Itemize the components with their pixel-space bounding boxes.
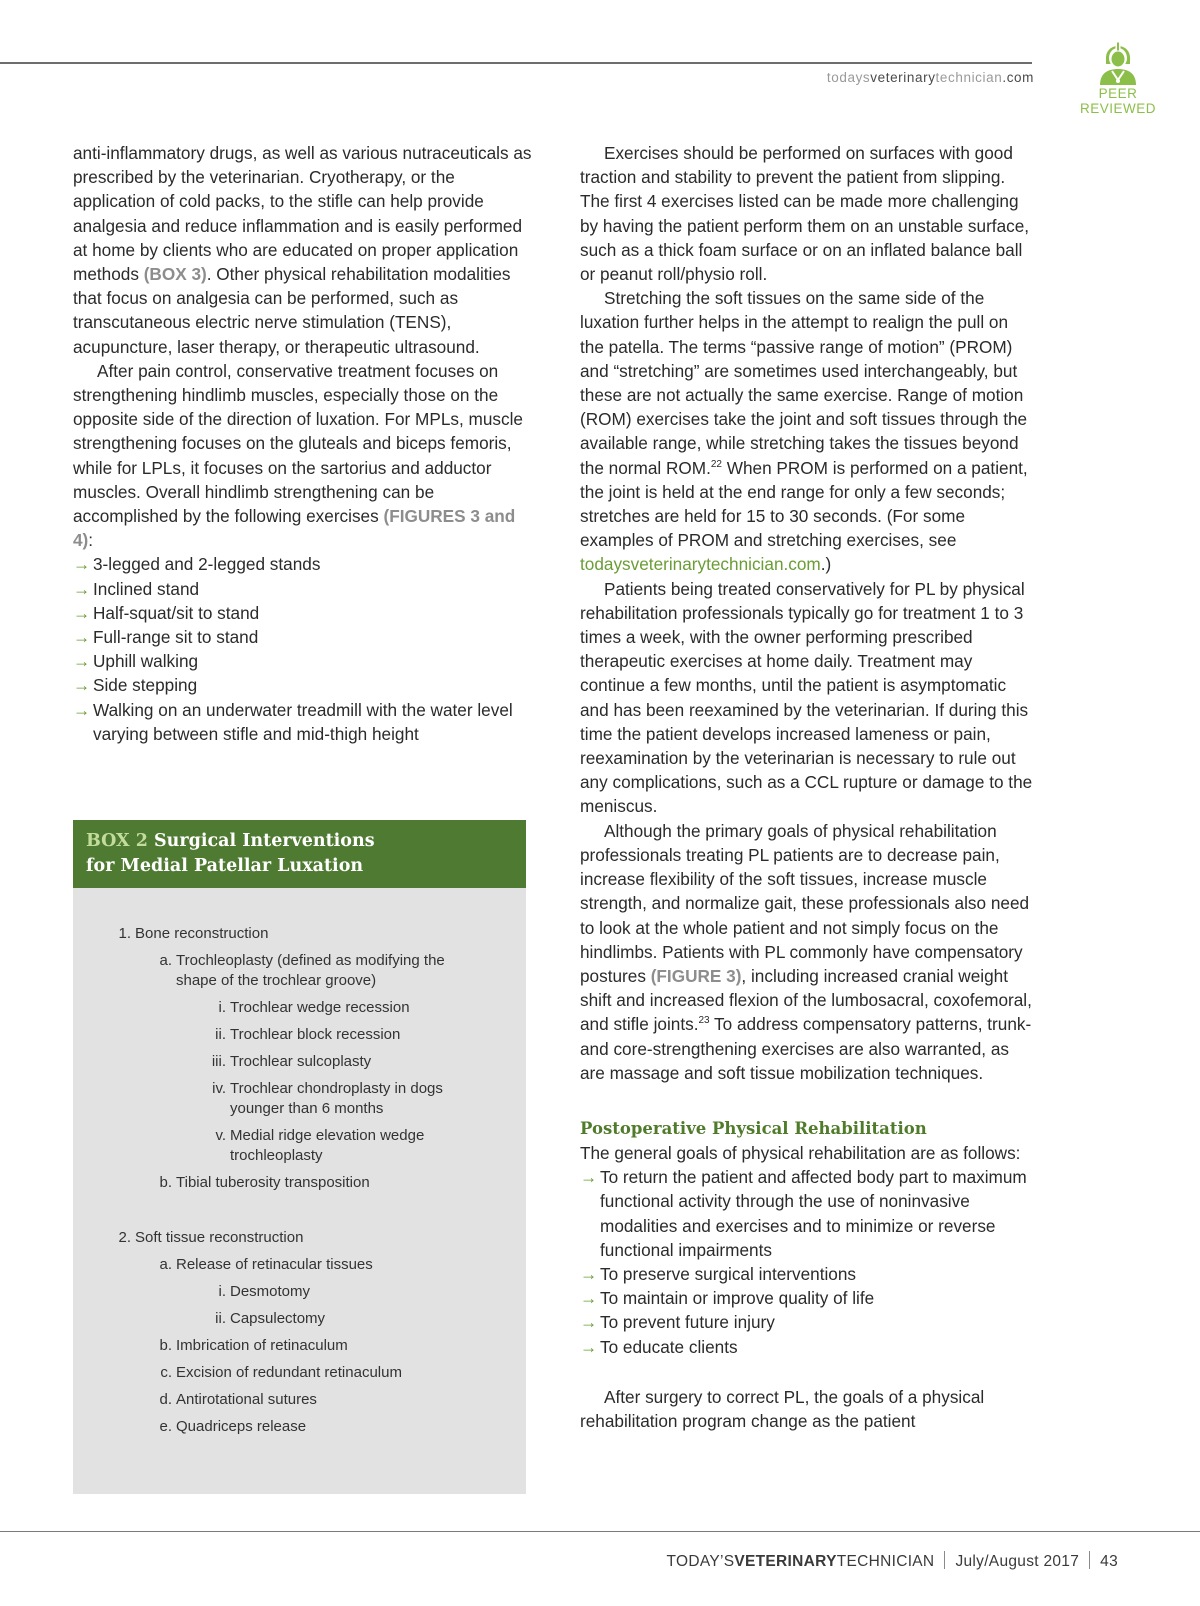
figure-3-reference[interactable]: (FIGURE 3) — [650, 965, 742, 986]
footer-divider — [944, 1551, 945, 1569]
list-item: i. Trochlear wedge recession — [218, 999, 410, 1016]
list-item: → Inclined stand — [73, 577, 533, 601]
top-rule — [0, 62, 1032, 64]
peer-reviewed-badge — [1068, 36, 1168, 116]
list-item: → 3-legged and 2-legged stands — [73, 552, 533, 576]
left-paragraph-1: anti-inflammatory drugs, as well as various nutraceuticals as prescribed by the veterinarian. Cryotherapy, or the application of cold packs, to the stifle can help provide analgesia and reduce inflammation and is easily performed at home by clients who are educated on proper application methods (BOX 3). Other physical rehabilitation modalities that focus on analgesia can be performed, such as transcutaneous electric nerve stimulation (TENS), acupuncture, laser therapy, or therapeutic ultrasound. — [73, 143, 532, 357]
list-item: a. Release of retinacular tissues — [159, 1256, 373, 1273]
list-item: iii. Trochlear sulcoplasty — [211, 1053, 372, 1070]
right-paragraph-2: Stretching the soft tissues on the same side of the luxation further helps in the attempt to realign the pull on the patella. The terms “passive range of motion” (PROM) and “stretching” are sometimes used interchangeably, but these are not actually the same exercise. Range of motion (ROM) exercises take the joint and soft tissues through the available range, while stretching takes the tissues beyond the normal ROM.$^{22}$ When PROM is performed on a patient, the joint is held at the end range for only a few seconds; stretches are held for 15 to 30 seconds. (For some examples of PROM and stretching exercises, see todaysveterinarytechnician.com.) — [580, 288, 1028, 575]
arrow-right-icon: → — [580, 1312, 598, 1333]
list-item: → Uphill walking — [73, 649, 533, 673]
bottom-rule — [0, 1531, 1200, 1532]
list-item: a. Trochleoplasty (defined as modifying the shape of the trochlear groove) — [159, 952, 445, 989]
list-item: b. Tibial tuberosity transposition — [159, 1174, 370, 1191]
arrow-right-icon: → — [580, 1336, 598, 1357]
list-item: b. Imbrication of retinaculum — [159, 1337, 348, 1354]
right-paragraph-5: After surgery to correct PL, the goals of a physical rehabilitation program change as the patient — [580, 1386, 985, 1431]
arrow-right-icon: → — [73, 651, 91, 672]
box-2-sidebar — [73, 820, 526, 1494]
box-title-line-2: for Medial Patellar Luxation — [86, 856, 364, 876]
arrow-right-icon: → — [73, 675, 91, 696]
box-2-header — [73, 820, 526, 888]
goals-list — [580, 1165, 1035, 1359]
list-item: → Side stepping — [73, 673, 533, 697]
issue-date: July/August 2017 — [955, 1553, 1080, 1570]
list-item: → To maintain or improve quality of life — [580, 1286, 1035, 1310]
exercise-list — [73, 552, 533, 746]
section-intro: The general goals of physical rehabilitation are as follows: — [580, 1142, 1021, 1163]
list-item: c. Excision of redundant retinaculum — [160, 1364, 402, 1381]
reviewed-label: REVIEWED — [1079, 101, 1156, 116]
list-item: → To educate clients — [580, 1335, 1035, 1359]
website-link[interactable]: todaysveterinarytechnician.com — [580, 554, 821, 575]
list-item: 2. Soft tissue reconstruction — [118, 1229, 304, 1246]
left-paragraph-2: After pain control, conservative treatment focuses on strengthening hindlimb muscles, especially those on the opposite side of the direction of luxation. For MPLs, muscle strengthening focuses on the gluteals and biceps femoris, while for LPLs, it focuses on the sartorius and adductor muscles. Overall hindlimb strengthening can be accomplished by the following exercises (FIGURES 3 and 4): — [73, 360, 523, 551]
arrow-right-icon: → — [73, 554, 91, 575]
site-url: todaysveterinarytechnician.com — [826, 70, 1034, 85]
arrow-right-icon: → — [73, 602, 91, 623]
list-item: i. Desmotomy — [218, 1283, 311, 1300]
list-item: → To return the patient and affected body part to maximum functional activity through the use of noninvasive modalities and exercises and to minimize or reverse functional impairments — [580, 1167, 1027, 1260]
left-column — [73, 141, 533, 746]
footer-divider — [1089, 1551, 1090, 1569]
list-item: ii. Trochlear block recession — [215, 1026, 401, 1043]
list-item: → Full-range sit to stand — [73, 625, 533, 649]
arrow-right-icon: → — [580, 1167, 598, 1188]
arrow-right-icon: → — [580, 1263, 598, 1284]
figures-reference[interactable]: (FIGURES 3 and 4) — [73, 506, 516, 551]
list-item: 1. Bone reconstruction — [118, 925, 269, 942]
arrow-right-icon: → — [73, 627, 91, 648]
list-item: ii. Capsulectomy — [215, 1310, 326, 1327]
right-paragraph-3: Patients being treated conservatively for PL by physical rehabilitation professionals typically go for treatment 1 to 3 times a week, with the owner performing prescribed therapeutic exercises at home daily. Treatment may continue a few months, until the patient is asymptomatic and has been reexamined by the veterinarian. If during this time the patient develops increased lameness or pain, reexamination by the veterinarian is necessary to rule out any complications, such as a CCL rupture or damage to the meniscus. — [580, 578, 1033, 817]
list-item: iv. Trochlear chondroplasty in dogs younger than 6 months — [212, 1080, 443, 1117]
right-paragraph-4: Although the primary goals of physical rehabilitation professionals treating PL patients are to decrease pain, increase flexibility of the soft tissues, increase muscle strength, and normalize gait, these professionals also need to look at the whole patient and not simply focus on the hindlimbs. Patients with PL commonly have compensatory postures (FIGURE 3), including increased cranial weight shift and increased flexion of the lumbosacral, coxofemoral, and stifle joints.$^{23}$ To address compensatory patterns, trunk- and core-strengthening exercises are also warranted, as are massage and soft tissue mobilization techniques. — [580, 820, 1032, 1083]
arrow-right-icon: → — [73, 578, 91, 599]
box-title-line-1: Surgical Interventions — [154, 831, 375, 851]
magazine-name: TODAY’SVETERINARYTECHNICIAN — [666, 1553, 935, 1570]
list-item: → Walking on an underwater treadmill with the water level varying between stifle and mid-thigh height — [73, 699, 513, 744]
right-column — [580, 141, 1035, 1433]
page-number: 43 — [1100, 1553, 1118, 1570]
footer — [667, 1551, 1118, 1571]
right-paragraph-1: Exercises should be performed on surfaces with good traction and stability to prevent the patient from slipping. The first 4 exercises listed can be made more challenging by having the patient perform them on an unstable surface, such as a thick foam surface or on an inflated balance ball or peanut roll/physio roll. — [580, 143, 1030, 285]
list-item: d. Antirotational sutures — [159, 1391, 317, 1408]
nurse-icon — [1098, 36, 1138, 86]
list-item: e. Quadriceps release — [159, 1418, 307, 1435]
list-item: → Half-squat/sit to stand — [73, 601, 533, 625]
list-item: → To prevent future injury — [580, 1310, 1035, 1334]
peer-label: PEER — [1098, 86, 1138, 101]
box-label: BOX 2 — [86, 831, 148, 851]
list-item: v. Medial ridge elevation wedge trochleoplasty — [215, 1127, 425, 1164]
box-3-reference[interactable]: (BOX 3) — [143, 264, 207, 285]
arrow-right-icon: → — [73, 699, 91, 720]
list-item: → To preserve surgical interventions — [580, 1262, 1035, 1286]
section-heading: Postoperative Physical Rehabilitation — [580, 1118, 927, 1138]
arrow-right-icon: → — [580, 1288, 598, 1309]
